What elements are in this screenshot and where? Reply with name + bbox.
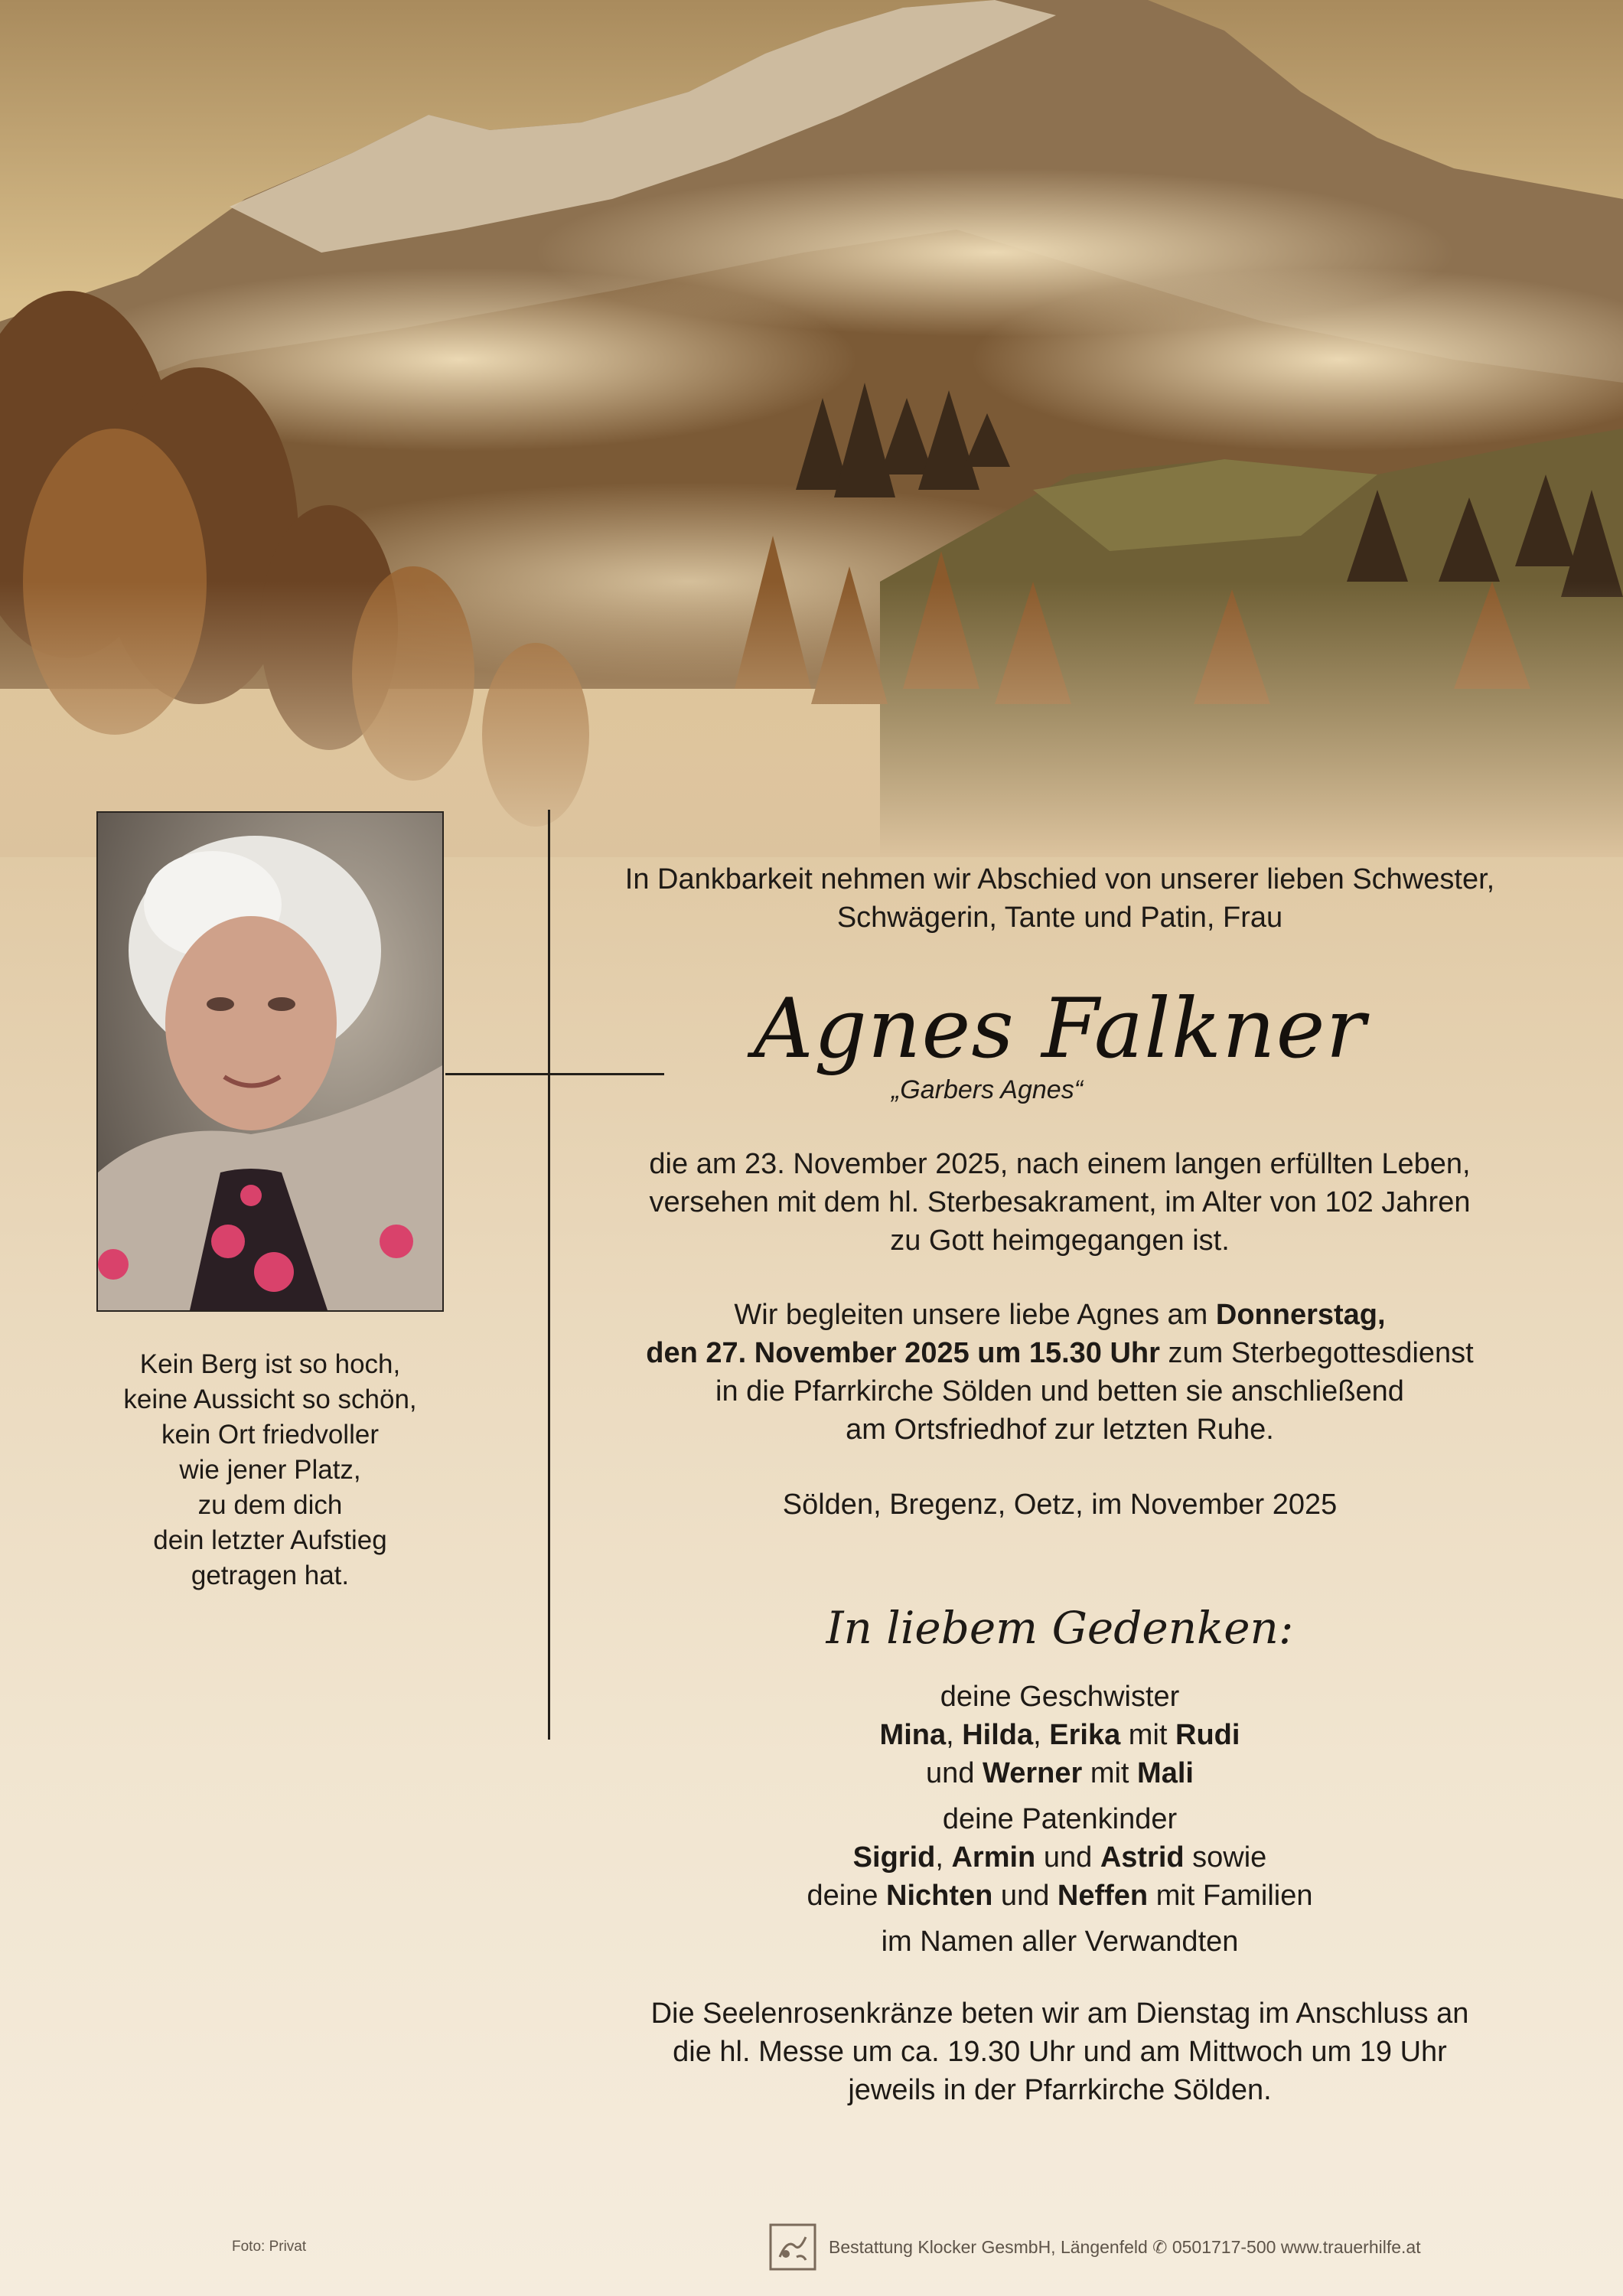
death-notice (612, 1145, 1507, 1260)
memorial-heading: In liebem Gedenken: (826, 1602, 1294, 1654)
rosary-line: die hl. Messe um ca. 19.30 Uhr und am Mittwoch um 19 Uhr (673, 2036, 1447, 2068)
funeral-details (612, 1296, 1507, 1449)
funeral-line: den 27. November 2025 um 15.30 Uhr zum Sterbegottesdienst (646, 1337, 1474, 1369)
cross-vertical-bar (548, 810, 550, 1740)
death-notice-line: versehen mit dem hl. Sterbesakrament, im Alter von 102 Jahren (649, 1186, 1471, 1218)
poem-line: dein letzter Aufstieg (153, 1525, 387, 1555)
poem-line: wie jener Platz, (179, 1455, 361, 1485)
intro-line: In Dankbarkeit nehmen wir Abschied von unserer lieben Schwester, (624, 863, 1495, 895)
siblings-line: Mina, Hilda, Erika mit Rudi (879, 1719, 1240, 1751)
intro-line: Schwägerin, Tante und Patin, Frau (836, 902, 1283, 934)
funeral-line: Wir begleiten unsere liebe Agnes am Donnerstag, (734, 1299, 1386, 1331)
all-relatives-line: im Namen aller Verwandten (881, 1926, 1239, 1958)
mountain-landscape-image (0, 0, 1623, 857)
rosary-line: jeweils in der Pfarrkirche Sölden. (848, 2074, 1272, 2106)
portrait-image (98, 813, 442, 1310)
mourners (612, 1678, 1507, 1961)
footer (769, 2223, 1421, 2272)
godchildren-label: deine Patenkinder (942, 1803, 1178, 1835)
place-date: Sölden, Bregenz, Oetz, im November 2025 (782, 1489, 1338, 1521)
funeral-line: am Ortsfriedhof zur letzten Ruhe. (846, 1414, 1274, 1446)
siblings-label: deine Geschwister (940, 1681, 1180, 1713)
poem-line: Kein Berg ist so hoch, (139, 1349, 401, 1379)
godchildren-line: Sigrid, Armin und Astrid sowie (852, 1841, 1267, 1874)
siblings-line: und Werner mit Mali (926, 1757, 1194, 1789)
death-notice-line: die am 23. November 2025, nach einem langen erfüllten Leben, (649, 1148, 1471, 1180)
intro-text (612, 860, 1507, 937)
funeral-line: in die Pfarrkirche Sölden und betten sie anschließend (715, 1375, 1404, 1407)
poem-line: getragen hat. (191, 1561, 350, 1590)
rosary-notice (612, 1994, 1507, 2109)
funeral-date-time: den 27. November 2025 um 15.30 Uhr (646, 1337, 1160, 1369)
death-notice-line: zu Gott heimgegangen ist. (890, 1225, 1230, 1257)
poem-line: kein Ort friedvoller (161, 1420, 379, 1450)
deceased-name: Agnes Falkner (753, 981, 1367, 1077)
funeral-home-logo-icon (769, 2223, 816, 2271)
portrait-photo (96, 811, 444, 1312)
poem-line: zu dem dich (197, 1490, 343, 1520)
poem (92, 1347, 448, 1593)
rosary-line: Die Seelenrosenkränze beten wir am Dienstag im Anschluss an (650, 1998, 1469, 2030)
poem-line: keine Aussicht so schön, (123, 1384, 417, 1414)
footer-text: Bestattung Klocker GesmbH, Längenfeld ✆ 0501717-500 www.trauerhilfe.at (829, 2236, 1421, 2257)
funeral-day: Donnerstag, (1215, 1299, 1386, 1331)
deceased-nickname: „Garbers Agnes“ (891, 1075, 1084, 1104)
relatives-line: deine Nichten und Neffen mit Familien (807, 1880, 1313, 1912)
photo-credit: Foto: Privat (232, 2239, 307, 2255)
